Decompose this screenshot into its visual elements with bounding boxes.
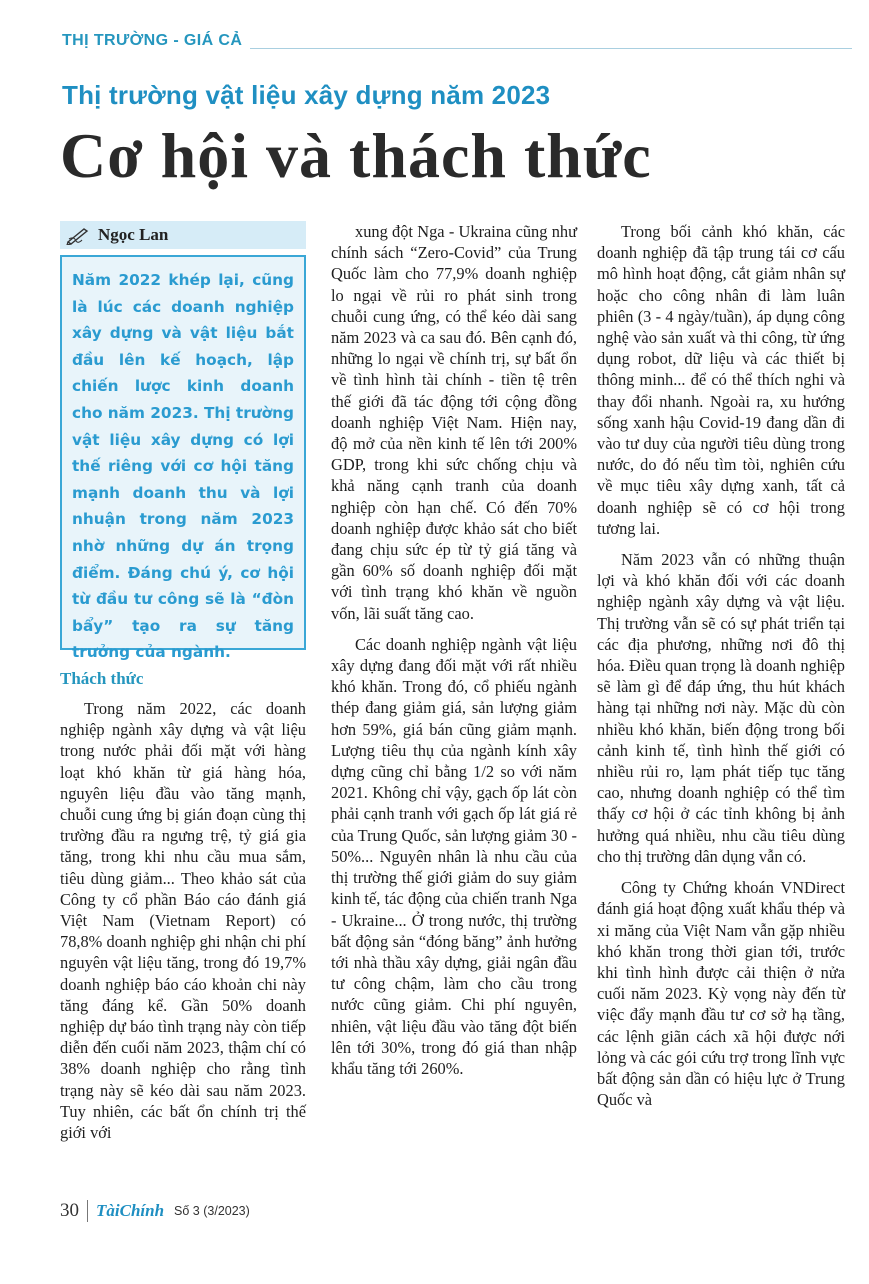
author-name: Ngọc Lan	[98, 225, 169, 244]
column-1	[60, 668, 306, 1143]
footer-divider	[87, 1200, 88, 1222]
paragraph: Năm 2023 vẫn có những thuận lợi và khó khăn đối với các doanh nghiệp ngành xây dựng và vật liệu. Thị trường vẫn sẽ có sự phát triển tại các địa phương, những nơi đô thị hóa. Điều quan trọng là doanh nghiệp sẽ làm gì để đáp ứng, thu hút khách hàng tại những nơi này. Mặc dù còn nhiều khó khăn, biến động trong bối cảnh kinh tế, tình hình thế giới có nhiều rủi ro, lạm phát tiếp tục tăng cao, nhưng doanh nghiệp có thể tìm thấy cơ hội ở các tỉnh không bị ảnh hưởng quá nhiều, nhu cầu tiêu dùng cho thị trường dân dụng vẫn có.	[597, 550, 845, 866]
lead-paragraph: Năm 2022 khép lại, cũng là lúc các doanh nghiệp xây dựng và vật liệu bắt đầu lên kế hoạch, lập chiến lược kinh doanh cho năm 2023. Thị trường vật liệu xây dựng có lợi thế riêng với cơ hội tăng mạnh doanh thu và lợi nhuận trong năm 2023 nhờ những dự án trọng điểm. Đáng chú ý, cơ hội từ đầu tư công sẽ là “đòn bẩy” tạo ra sự tăng trưởng của ngành.	[72, 271, 294, 662]
section-label: THỊ TRƯỜNG - GIÁ CẢ	[62, 32, 250, 50]
paragraph: Các doanh nghiệp ngành vật liệu xây dựng đang đối mặt với rất nhiều khó khăn. Trong đó, cổ phiếu ngành thép đang giảm giá, sản lượng giảm hơn 59%, giá bán cũng giảm mạnh. Lượng tiêu thụ của ngành kính xây dựng cũng chỉ bằng 1/2 so với năm 2021. Không chỉ vậy, gạch ốp lát còn phải cạnh tranh với gạch ốp lát giá rẻ của Trung Quốc, sản lượng giảm 30 - 50%... Nguyên nhân là nhu cầu của thị trường thế giới giảm do suy giảm kinh tế, tác động của chiến tranh Nga - Ukraine... Ở trong nước, thị trường bất động sản “đóng băng” ảnh hưởng tới nhà thầu xây dựng, giải ngân đầu tư công chậm, làm cho cầu trong nước cũng giảm. Chi phí nguyên, nhiên, vật liệu đầu vào tăng đột biến lên tới 30%, trong đó giá than nhập khẩu tăng tới 260%.	[331, 634, 577, 1078]
paragraph: Trong bối cảnh khó khăn, các doanh nghiệp đã tập trung tái cơ cấu mô hình hoạt động, cắt giảm nhân sự hoặc cho công nhân đi làm luân phiên (3 - 4 ngày/tuần), áp dụng công nghệ vào sản xuất và thi công, từ ứng dụng robot, dữ liệu và các thiết bị thông minh... để có thể thích nghi và thay đổi nhanh. Ngoài ra, xu hướng sống xanh hậu Covid-19 đang dần đi vào tư duy của người tiêu dùng trong nước, do đó nếu tìm tòi, nghiên cứu về mục tiêu xây dựng xanh, tất cả doanh nghiệp sẽ có cơ hội trong tương lai.	[597, 222, 845, 538]
issue-number: Số 3 (3/2023)	[174, 1204, 250, 1218]
page-number: 30	[60, 1200, 79, 1221]
section-header	[62, 32, 852, 58]
paragraph: Trong năm 2022, các doanh nghiệp ngành xây dựng và vật liệu trong nước phải đối mặt với hàng loạt khó khăn từ giá hàng hóa, nguyên liệu đầu vào tăng mạnh, chuỗi cung ứng bị gián đoạn cùng thị trường đầu ra ngưng trệ, tỷ giá gia tăng, trong khi nhu cầu mua sắm, tiêu dùng giảm... Theo khảo sát của Công ty cổ phần Báo cáo đánh giá Việt Nam (Vietnam Report) có 78,8% doanh nghiệp ghi nhận chi phí nguyên vật liệu tăng, trong đó 19,7% doanh nghiệp báo cáo khoản chi này tăng đáng kể. Gần 50% doanh nghiệp dự báo tình trạng này còn tiếp diễn đến cuối năm 2023, thậm chí có 38% doanh nghiệp cho rằng tình trạng này sẽ kéo dài sau năm 2023. Tuy nhiên, các bất ổn chính trị thế giới với	[60, 699, 306, 1143]
page-footer	[60, 1196, 250, 1226]
pen-icon	[66, 225, 90, 245]
section-heading: Thách thức	[60, 669, 144, 688]
paragraph: xung đột Nga - Ukraina cũng như chính sách “Zero-Covid” của Trung Quốc làm cho 77,9% doanh nghiệp lo ngại về rủi ro phát sinh trong chuỗi cung ứng, có thể kéo dài sang năm 2023 và ca sau đó. Bên cạnh đó, những lo ngại về chính trị, sự bất ổn về tình hình tài chính - tiền tệ trên thế giới đã tác động tới cộng đồng doanh nghiệp Việt Nam. Hiện nay, độ mở của nền kinh tế lên tới 200% GDP, trong khi sức chống chịu và khả năng cạnh tranh của doanh nghiệp còn hạn chế. Có đến 70% doanh nghiệp được khảo sát cho biết đang chịu sức ép từ tỷ giá tăng và gần 60% số doanh nghiệp đối mặt với tình trạng khó khăn về nguồn vốn, lãi suất tăng cao.	[331, 222, 577, 623]
column-2	[331, 221, 577, 1079]
lead-box	[60, 255, 306, 662]
article-subtitle: Thị trường vật liệu xây dựng năm 2023	[62, 80, 551, 110]
article-title: Cơ hội và thách thức	[60, 120, 652, 191]
author-byline	[60, 221, 306, 249]
column-3	[597, 221, 845, 1110]
magazine-logo: TàiChính	[96, 1201, 165, 1220]
paragraph: Công ty Chứng khoán VNDirect đánh giá hoạt động xuất khẩu thép và xi măng của Việt Nam vẫn gặp nhiều khó khăn trong thời gian tới, trước khi tình hình được cải thiện ở nửa cuối năm 2023. Kỳ vọng này đến từ việc đẩy mạnh đầu tư cơ sở hạ tầng, các lệnh giãn cách xã hội được nới lỏng và các gói cứu trợ trong lĩnh vực bất động sản dần có hiệu lực ở Trung Quốc và	[597, 878, 845, 1110]
